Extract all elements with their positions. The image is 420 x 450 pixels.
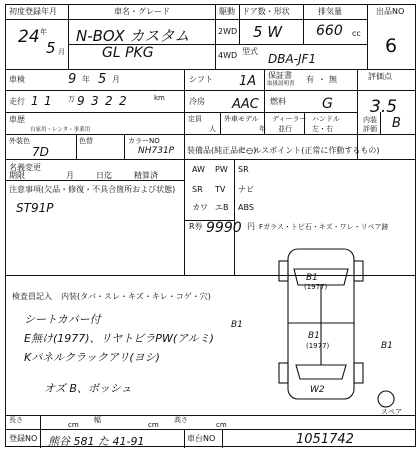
equip-sr: SR — [192, 185, 203, 194]
color-change-label: 色替 — [79, 137, 93, 145]
wheel-rear-left — [279, 363, 288, 383]
score-label: 評価点 — [368, 72, 392, 81]
rule — [6, 415, 415, 416]
glass-label: Fガラス・トビ石・キズ・ワレ・リペア跡 — [259, 223, 389, 231]
equipment-grid — [187, 161, 260, 219]
rule — [124, 134, 125, 159]
rear-window — [296, 365, 346, 379]
mileage-digit: 3 — [91, 94, 99, 108]
outer-model-unit: 年 — [259, 125, 266, 133]
inspection-year: 9 — [68, 72, 77, 87]
inspection-month: 5 — [98, 72, 107, 87]
damage-w2: W2 — [310, 385, 325, 395]
sales-point-label: セールスポイント(正常に作動するもの) — [238, 146, 380, 155]
interior-value: B — [392, 116, 401, 131]
rule — [264, 69, 265, 112]
wheel-rear-right — [354, 363, 363, 383]
auction-sheet: 初度登録年月 24 年 5 月 車名・グレード N-BOX カスタム GL PKG 駆動 ドア数・形状 排気量 2WD 4WD 5 W 660 cc 型式 DBA-JF1 出品NO 6 車検 9 年 5 月 シフト 1A 保証書 取扱説明書 有 ・ 無 評価点 走行 1 1 万 9 3 2 2 km 冷房 AAC 燃料 G 3.5 車歴 自家用・レンタ・事業用 定員 人 外車モデル 年 ディーラー 並行 ハンドル 左・右 内装 評価 B 外装色 7D 色替 カラーNO NH731P 名義変更 期限 月 日迄 精算済 注意事項(欠品・修復・不具合箇所および状態) ST91P 装備品(純正品に○) セールスポイント(正常に作動するもの) AW PW SR SR TV ナビ カワ エB ABS R券 9990 円 Fガラス・トビ石・キズ・ワレ・リペア跡 検査員記入 内装(タバ・スレ・キズ・キレ・コゲ・穴) シートカバー付 E無け(1977)、リヤトビラPW(アルミ) Kパネルクラックアリ(ヨシ) オズ B、ボッシュ B1 (1977) B1 B1 B1 (1977) W2 スペア 長さ cm 幅 cm 高さ cm 登録NO 熊谷 581 た 41-91 車台NO 1051742 — [5, 4, 416, 447]
ac-value: AAC — [232, 97, 259, 112]
score-value: 3.5 — [370, 97, 398, 117]
drive-4wd: 4WD — [218, 51, 238, 60]
model-label: 型式 — [242, 47, 258, 56]
inspection-month-unit: 月 — [112, 75, 120, 84]
mileage-digit: 2 — [119, 94, 127, 108]
equip-leather: カワ — [192, 203, 208, 212]
mileage-digit: 9 — [77, 94, 85, 108]
fuel-label: 燃料 — [270, 97, 286, 106]
damage-b1-right: B1 — [381, 341, 393, 351]
rule — [76, 134, 77, 159]
lot-value: 6 — [385, 35, 398, 57]
wheel-front-left — [279, 261, 288, 281]
ext-color-value: 7D — [32, 145, 49, 159]
km-unit: km — [154, 94, 165, 102]
car-name-line2: GL PKG — [102, 45, 154, 61]
ac-label: 冷房 — [189, 97, 205, 106]
shift-value: 1A — [239, 74, 257, 89]
rule — [6, 159, 415, 160]
warranty-no: 無 — [329, 75, 337, 84]
drive-label: 駆動 — [219, 7, 235, 16]
door-shape-label: ドア数・形状 — [242, 7, 290, 16]
interior-label: 内装 — [363, 116, 377, 124]
length-unit: cm — [68, 421, 79, 429]
rule — [222, 429, 223, 448]
damage-b1-center-sub: (1977) — [306, 342, 330, 350]
equip-abs: ABS — [238, 203, 254, 212]
mileage-digit: 1 — [31, 94, 39, 108]
rule — [239, 5, 240, 44]
dealer-sub: 並行 — [278, 125, 292, 133]
warranty-sub: 取扱説明書 — [267, 81, 295, 87]
displacement-label: 排気量 — [318, 7, 342, 16]
name-change-label: 名義変更 — [9, 163, 41, 172]
recycle-fee-value: 9990 — [206, 220, 242, 236]
equip-aw: AW — [192, 165, 205, 174]
first-registration-year: 24 — [18, 27, 40, 47]
first-registration-month: 5 — [46, 39, 56, 57]
first-registration-label: 初度登録年月 — [9, 7, 57, 16]
spare-label: スペア — [381, 408, 402, 416]
chassis-value: 1051742 — [296, 432, 354, 447]
spare-tire-icon — [378, 391, 394, 407]
rule — [6, 69, 415, 70]
recycle-fee-label: R券 — [189, 222, 203, 231]
mileage-digit: 1 — [44, 94, 52, 108]
rule — [184, 429, 185, 448]
shift-label: シフト — [189, 75, 213, 84]
rule — [6, 429, 415, 430]
chassis-label: 車台NO — [187, 434, 216, 443]
warranty-yes: 有 — [306, 75, 314, 84]
height-unit: cm — [216, 421, 227, 429]
color-no-label: カラーNO — [128, 137, 160, 145]
reg-no-value: 熊谷 581 た 41-91 — [48, 435, 145, 448]
capacity-label: 定員 — [188, 115, 202, 123]
reg-no-label: 登録NO — [9, 434, 38, 443]
inspector-note-4: オズ B、ボッシュ — [44, 382, 132, 395]
inspector-options: 内装(タバ・スレ・キズ・キレ・コゲ・穴) — [61, 292, 211, 301]
rule — [215, 5, 216, 69]
history-label: 車歴 — [9, 115, 25, 124]
capacity-unit: 人 — [209, 125, 216, 133]
rule — [6, 90, 415, 91]
inspection-year-unit: 年 — [82, 75, 90, 84]
equip-sr-top: SR — [238, 165, 249, 174]
deadline-label: 期限 — [9, 171, 25, 180]
length-label: 長さ — [9, 416, 23, 424]
car-name-label: 車名・グレード — [114, 7, 170, 16]
inspector-label: 検査員記入 — [12, 292, 52, 301]
inspector-note-3: Kパネルクラックアリ(ヨシ) — [24, 351, 160, 364]
damage-b1-top: B1 — [306, 273, 318, 283]
displacement-value: 660 — [316, 23, 343, 39]
mileage-label: 走行 — [9, 97, 25, 106]
ext-color-label: 外装色 — [9, 137, 30, 145]
rule — [367, 5, 368, 69]
height-label: 高さ — [174, 416, 188, 424]
lot-label: 出品NO — [376, 7, 405, 16]
drive-2wd: 2WD — [218, 27, 238, 36]
equipment-label: 装備品(純正品に○) — [187, 146, 257, 155]
wheel-front-right — [354, 261, 363, 281]
deadline-month: 月 — [66, 171, 74, 180]
damage-b1-center: B1 — [308, 331, 320, 341]
year-unit: 年 — [40, 28, 47, 36]
equip-navi: ナビ — [238, 185, 254, 194]
equip-airbag: エB — [215, 203, 229, 212]
inspector-note-1: シートカバー付 — [24, 313, 101, 326]
rule — [184, 69, 185, 275]
rule — [40, 415, 41, 448]
dealer-label: ディーラー — [272, 115, 307, 123]
rule — [303, 5, 304, 44]
damage-b1-left: B1 — [231, 320, 243, 330]
mileage-separator: 万 — [68, 95, 75, 103]
rule — [68, 5, 69, 69]
caution-label: 注意事項(欠品・修復・不具合箇所および状態) — [9, 185, 176, 194]
inspection-label: 車検 — [9, 75, 25, 84]
history-sub: 自家用・レンタ・事業用 — [30, 127, 91, 133]
recycle-fee-unit: 円 — [247, 222, 255, 231]
color-no-value: NH731P — [138, 146, 175, 156]
deadline-date: 日迄 — [96, 171, 112, 180]
outer-model-label: 外車モデル — [224, 115, 259, 123]
cc-unit: cc — [352, 29, 361, 38]
rule — [6, 19, 367, 20]
handle-label: ハンドル — [312, 115, 340, 123]
car-name-line1: N-BOX カスタム — [76, 27, 190, 45]
month-unit: 月 — [58, 48, 65, 56]
mileage-digit: 2 — [105, 94, 113, 108]
width-label: 幅 — [94, 416, 101, 424]
damage-b1-top-sub: (1977) — [304, 283, 328, 291]
recycle-settled: 精算済 — [134, 171, 158, 180]
equip-pw: PW — [215, 165, 228, 174]
warranty-label: 保証書 — [268, 71, 292, 80]
inspector-note-2: E無け(1977)、リヤトビラPW(アルミ) — [24, 332, 214, 345]
fuel-value: G — [322, 96, 333, 112]
interior-sub: 評価 — [363, 125, 377, 133]
rule — [6, 134, 415, 135]
door-value: 5 W — [253, 23, 283, 41]
width-unit: cm — [148, 421, 159, 429]
equip-tv: TV — [215, 185, 226, 194]
handle-sub: 左・右 — [312, 125, 333, 133]
model-value: DBA-JF1 — [268, 52, 317, 66]
caution-value: ST91P — [16, 201, 54, 215]
